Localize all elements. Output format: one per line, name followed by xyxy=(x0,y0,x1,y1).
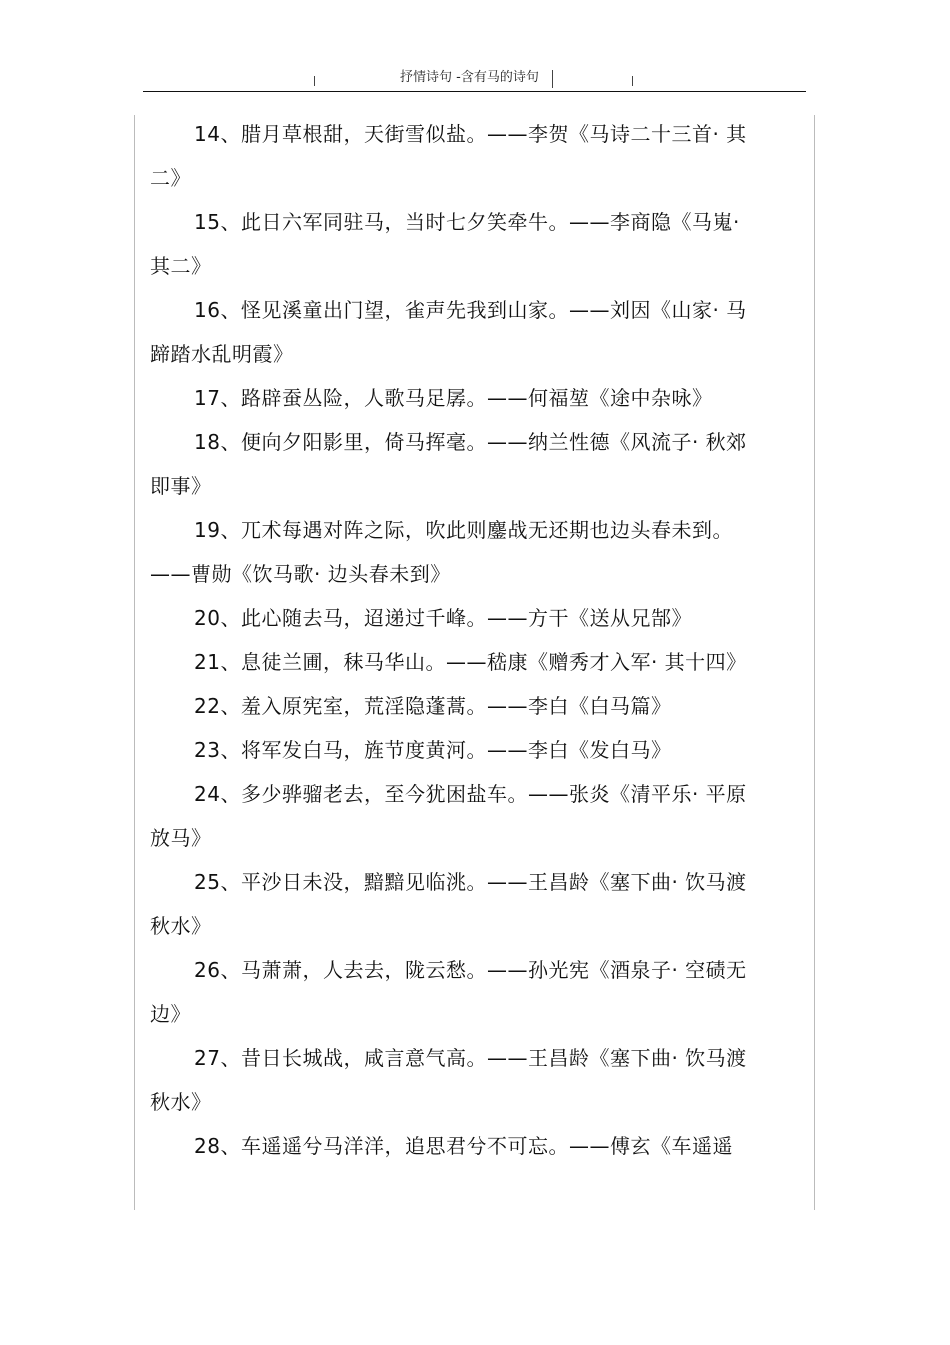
verse-list xyxy=(150,112,762,1168)
verse-item: 15、此日六军同驻马，当时七夕笑牵牛。——李商隐《马嵬· 其二》 xyxy=(150,210,740,278)
page-header xyxy=(0,0,950,95)
verse-item: 20、此心随去马，迢递过千峰。——方干《送从兄郜》 xyxy=(194,606,692,630)
header-title: 抒情诗句 -含有马的诗句 xyxy=(400,70,539,85)
verse-item: 27、昔日长城战，咸言意气高。——王昌龄《塞下曲· 饮马渡秋水》 xyxy=(150,1046,747,1114)
right-margin-line xyxy=(814,115,815,1210)
header-tick-right xyxy=(632,76,633,86)
verse-item: 25、平沙日未没，黯黯见临洮。——王昌龄《塞下曲· 饮马渡秋水》 xyxy=(150,870,747,938)
verse-item: 26、马萧萧，人去去，陇云愁。——孙光宪《酒泉子· 空碛无边》 xyxy=(150,958,747,1026)
verse-item: 28、车遥遥兮马洋洋，追思君兮不可忘。——傅玄《车遥遥 xyxy=(194,1134,733,1158)
verse-item: 18、便向夕阳影里，倚马挥毫。——纳兰性德《风流子· 秋郊即事》 xyxy=(150,430,747,498)
verse-item: 24、多少骅骝老去，至今犹困盐车。——张炎《清平乐· 平原放马》 xyxy=(150,782,747,850)
verse-item: 19、兀术每遇对阵之际，吹此则鏖战无还期也边头春未到。——曹勋《饮马歌· 边头春未到》 xyxy=(150,518,733,586)
header-tick-left xyxy=(314,76,315,86)
verse-item: 16、怪见溪童出门望，雀声先我到山家。——刘因《山家· 马蹄踏水乱明霞》 xyxy=(150,298,747,366)
left-margin-line xyxy=(134,115,135,1210)
verse-item: 22、羞入原宪室，荒淫隐蓬蒿。——李白《白马篇》 xyxy=(194,694,672,718)
verse-item: 23、将军发白马，旌节度黄河。——李白《发白马》 xyxy=(194,738,672,762)
verse-item: 17、路辟蚕丛险，人歌马足孱。——何福堃《途中杂咏》 xyxy=(194,386,713,410)
header-tick-mid xyxy=(552,70,553,88)
verse-item: 14、腊月草根甜，天街雪似盐。——李贺《马诗二十三首· 其二》 xyxy=(150,122,747,190)
header-rule xyxy=(143,91,806,92)
verse-item: 21、息徒兰圃，秣马华山。——嵇康《赠秀才入军· 其十四》 xyxy=(194,650,747,674)
